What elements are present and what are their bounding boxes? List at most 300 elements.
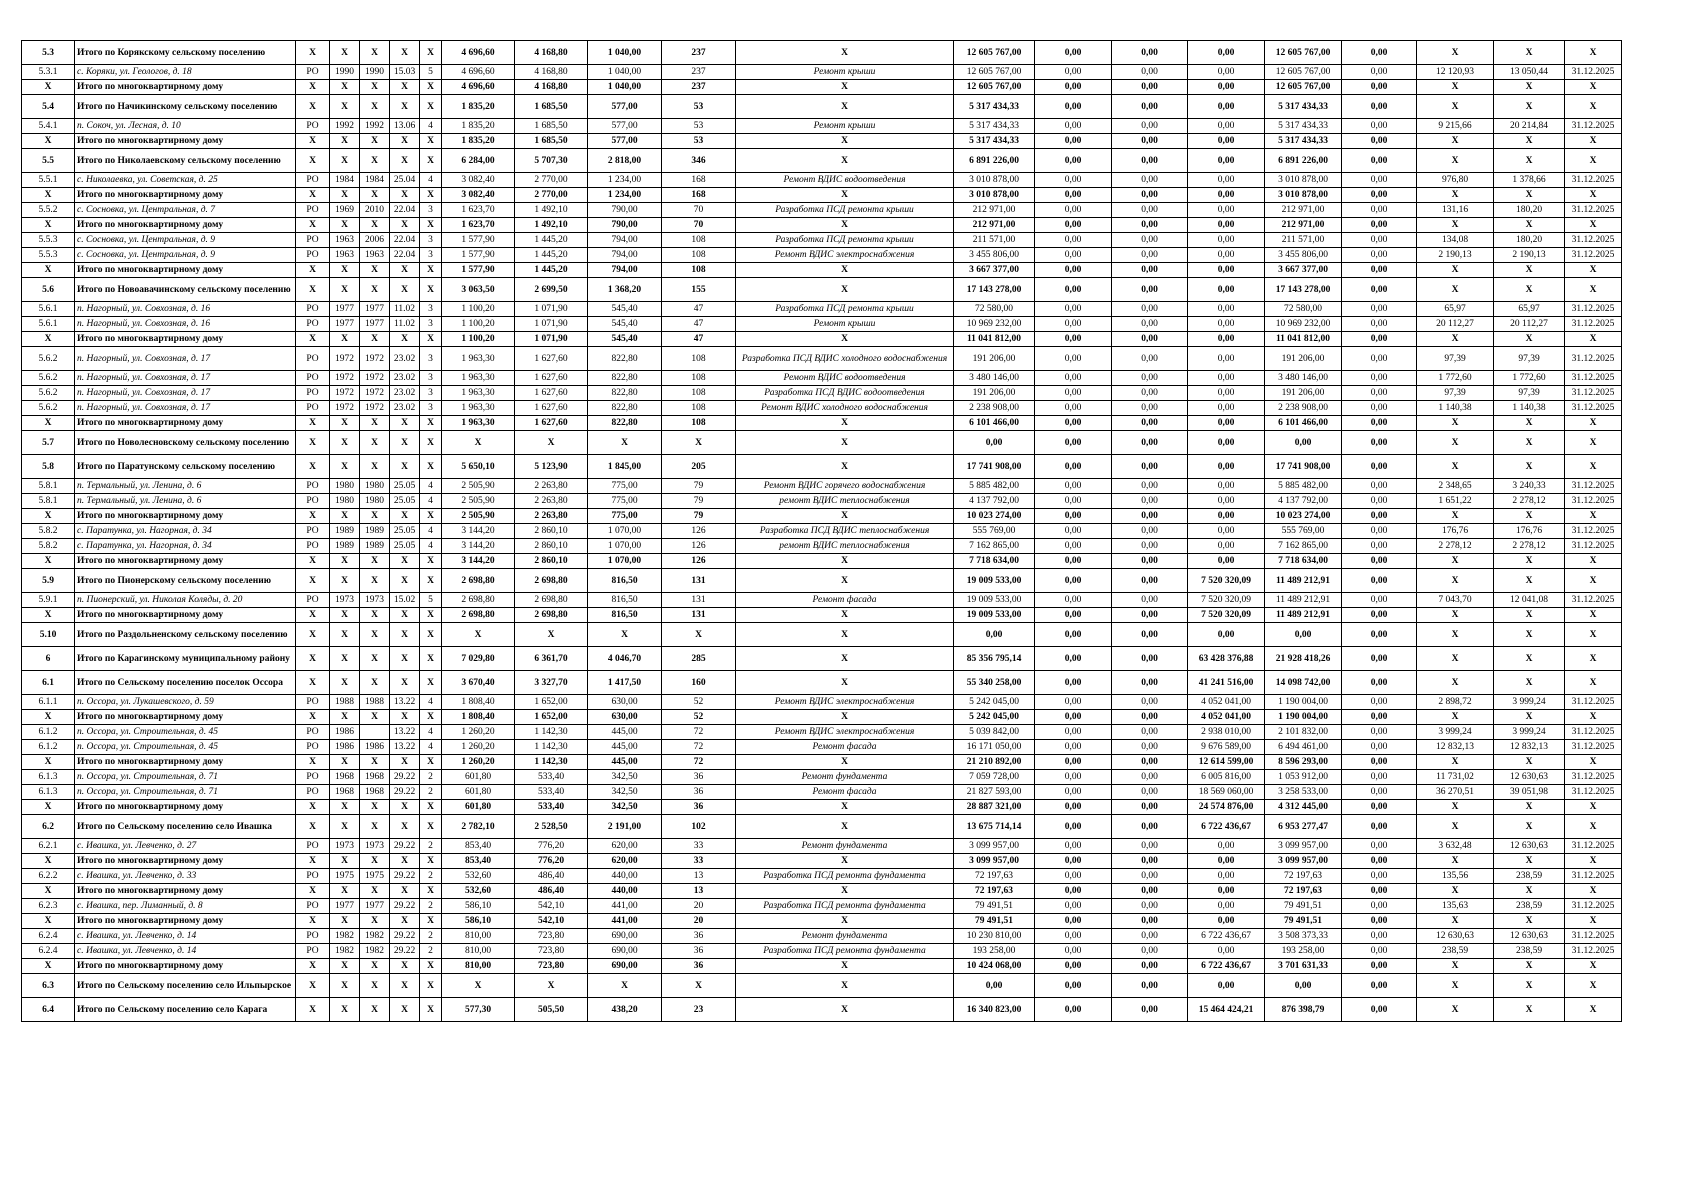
cell-other-share: 0,00 [1342, 479, 1417, 494]
cell-work-type: Ремонт ВДИС холодного водоснабжения [736, 401, 954, 416]
cell-owners-share: 555 769,00 [1265, 524, 1342, 539]
cell-owner: РО [296, 770, 330, 785]
cell-floors: X [420, 800, 442, 815]
cell-work-type: X [736, 623, 954, 647]
cell-deadline: 31.12.2025 [1565, 65, 1622, 80]
cell-year-commissioned: X [360, 959, 390, 974]
cell-living-area: 1 652,00 [515, 695, 588, 710]
cell-work-type: Ремонт фундамента [736, 929, 954, 944]
cell-name: с. Сосновка, ул. Центральная, д. 9 [75, 248, 296, 263]
cell-year-built: 1989 [330, 539, 360, 554]
cell-work-type: X [736, 509, 954, 524]
cell-work-type: X [736, 41, 954, 65]
cell-residential-area: 816,50 [588, 593, 662, 608]
cell-work-type: X [736, 854, 954, 869]
cell-municipal-share: 0,00 [1188, 41, 1265, 65]
cell-fund-share: 0,00 [1035, 569, 1112, 593]
cell-total-cost: 3 010 878,00 [954, 173, 1035, 188]
cell-living-area: 1 142,30 [515, 725, 588, 740]
cell-municipal-share: 0,00 [1188, 218, 1265, 233]
cell-living-area: X [515, 431, 588, 455]
cell-code: 25.05 [390, 479, 420, 494]
cell-deadline: 31.12.2025 [1565, 494, 1622, 509]
cell-name: Итого по многоквартирному дому [75, 854, 296, 869]
cell-living-area: 1 142,30 [515, 740, 588, 755]
cell-municipal-share: 0,00 [1188, 455, 1265, 479]
cell-total-cost: 212 971,00 [954, 218, 1035, 233]
cell-year-built: 1973 [330, 839, 360, 854]
cell-residents: 70 [662, 218, 736, 233]
cell-floors: X [420, 671, 442, 695]
cell-year-built: 1963 [330, 233, 360, 248]
cell-floors: 2 [420, 929, 442, 944]
cell-owner: X [296, 755, 330, 770]
cell-residents: 237 [662, 65, 736, 80]
cell-floors: X [420, 914, 442, 929]
cell-other-share: 0,00 [1342, 347, 1417, 371]
cell-max-unit-cost: 3 999,24 [1494, 725, 1565, 740]
cell-residents: 13 [662, 884, 736, 899]
cell-deadline: 31.12.2025 [1565, 929, 1622, 944]
cell-residents: 131 [662, 608, 736, 623]
cell-other-share: 0,00 [1342, 278, 1417, 302]
cell-deadline: 31.12.2025 [1565, 539, 1622, 554]
cell-municipal-share: 0,00 [1188, 884, 1265, 899]
cell-max-unit-cost: 12 630,63 [1494, 929, 1565, 944]
cell-residential-area: 1 040,00 [588, 41, 662, 65]
cell-year-built: X [330, 671, 360, 695]
cell-deadline: 31.12.2025 [1565, 839, 1622, 854]
cell-residents: 346 [662, 149, 736, 173]
cell-owner: X [296, 149, 330, 173]
cell-owners-share: 876 398,79 [1265, 998, 1342, 1022]
cell-num: 6.2.1 [22, 839, 75, 854]
cell-owner: РО [296, 494, 330, 509]
cell-region-share: 0,00 [1112, 974, 1188, 998]
cell-unit-cost: 12 832,13 [1417, 740, 1494, 755]
cell-name: Итого по многоквартирному дому [75, 800, 296, 815]
total-row [22, 854, 1622, 869]
cell-max-unit-cost: X [1494, 95, 1565, 119]
cell-region-share: 0,00 [1112, 671, 1188, 695]
cell-residential-area: 577,00 [588, 134, 662, 149]
cell-year-built: 1982 [330, 929, 360, 944]
cell-name: Итого по многоквартирному дому [75, 188, 296, 203]
cell-residential-area: 342,50 [588, 785, 662, 800]
cell-residential-area: 2 818,00 [588, 149, 662, 173]
cell-owner: X [296, 455, 330, 479]
cell-unit-cost: X [1417, 623, 1494, 647]
cell-residents: 168 [662, 173, 736, 188]
cell-code: X [390, 416, 420, 431]
cell-municipal-share: 0,00 [1188, 944, 1265, 959]
cell-year-commissioned: 1973 [360, 593, 390, 608]
cell-max-unit-cost: X [1494, 278, 1565, 302]
cell-code: 23.02 [390, 347, 420, 371]
cell-floors: 4 [420, 479, 442, 494]
cell-living-area: 1 445,20 [515, 248, 588, 263]
cell-deadline: 31.12.2025 [1565, 401, 1622, 416]
cell-total-area: 1 100,20 [442, 317, 515, 332]
cell-region-share: 0,00 [1112, 401, 1188, 416]
cell-year-built: 1980 [330, 479, 360, 494]
cell-num: 6.1 [22, 671, 75, 695]
cell-unit-cost: X [1417, 710, 1494, 725]
cell-name: п. Сокоч, ул. Лесная, д. 10 [75, 119, 296, 134]
cell-other-share: 0,00 [1342, 248, 1417, 263]
cell-living-area: 2 860,10 [515, 554, 588, 569]
cell-work-type: X [736, 815, 954, 839]
cell-owner: РО [296, 839, 330, 854]
cell-living-area: 542,10 [515, 914, 588, 929]
cell-fund-share: 0,00 [1035, 854, 1112, 869]
cell-residents: 13 [662, 869, 736, 884]
cell-unit-cost: 97,39 [1417, 386, 1494, 401]
cell-name: с. Коряки, ул. Геологов, д. 18 [75, 65, 296, 80]
cell-unit-cost: 1 140,38 [1417, 401, 1494, 416]
cell-other-share: 0,00 [1342, 134, 1417, 149]
cell-other-share: 0,00 [1342, 539, 1417, 554]
cell-residents: 70 [662, 203, 736, 218]
cell-total-cost: 10 424 068,00 [954, 959, 1035, 974]
cell-owners-share: 193 258,00 [1265, 944, 1342, 959]
cell-name: Итого по Корякскому сельскому поселению [75, 41, 296, 65]
cell-living-area: 723,80 [515, 944, 588, 959]
cell-year-built: X [330, 41, 360, 65]
cell-year-commissioned: 2006 [360, 233, 390, 248]
total-row [22, 431, 1622, 455]
cell-year-built: 1988 [330, 695, 360, 710]
cell-fund-share: 0,00 [1035, 593, 1112, 608]
cell-work-type: Ремонт ВДИС электроснабжения [736, 725, 954, 740]
cell-owner: X [296, 569, 330, 593]
cell-owner: X [296, 509, 330, 524]
cell-residential-area: 545,40 [588, 317, 662, 332]
cell-work-type: X [736, 998, 954, 1022]
cell-year-built: 1968 [330, 785, 360, 800]
cell-year-built: 1986 [330, 740, 360, 755]
cell-fund-share: 0,00 [1035, 959, 1112, 974]
cell-year-commissioned: 1963 [360, 248, 390, 263]
cell-year-built: X [330, 914, 360, 929]
cell-municipal-share: 6 722 436,67 [1188, 959, 1265, 974]
cell-year-built: X [330, 431, 360, 455]
cell-floors: X [420, 218, 442, 233]
cell-unit-cost: X [1417, 959, 1494, 974]
cell-year-built: X [330, 800, 360, 815]
cell-num: X [22, 854, 75, 869]
cell-living-area: 2 770,00 [515, 188, 588, 203]
cell-num: X [22, 416, 75, 431]
cell-name: Итого по Раздольненскому сельскому поселению [75, 623, 296, 647]
cell-total-area: 1 963,30 [442, 371, 515, 386]
cell-code: 29.22 [390, 839, 420, 854]
cell-municipal-share: 0,00 [1188, 494, 1265, 509]
cell-code: 11.02 [390, 302, 420, 317]
cell-work-type: Ремонт ВДИС горячего водоснабжения [736, 479, 954, 494]
cell-municipal-share: 0,00 [1188, 974, 1265, 998]
cell-living-area: 1 492,10 [515, 218, 588, 233]
cell-floors: 5 [420, 65, 442, 80]
cell-deadline: X [1565, 431, 1622, 455]
cell-max-unit-cost: 20 214,84 [1494, 119, 1565, 134]
cell-work-type: X [736, 755, 954, 770]
cell-num: 6.2.3 [22, 899, 75, 914]
cell-owners-share: 79 491,51 [1265, 914, 1342, 929]
cell-residential-area: 445,00 [588, 755, 662, 770]
cell-max-unit-cost: X [1494, 914, 1565, 929]
cell-unit-cost: X [1417, 332, 1494, 347]
cell-residential-area: 790,00 [588, 203, 662, 218]
cell-floors: X [420, 569, 442, 593]
cell-unit-cost: 2 898,72 [1417, 695, 1494, 710]
cell-municipal-share: 0,00 [1188, 188, 1265, 203]
table-row [22, 725, 1622, 740]
cell-num: X [22, 509, 75, 524]
cell-fund-share: 0,00 [1035, 431, 1112, 455]
cell-owner: X [296, 647, 330, 671]
cell-num: X [22, 755, 75, 770]
cell-deadline: X [1565, 455, 1622, 479]
cell-year-commissioned: X [360, 854, 390, 869]
cell-year-commissioned: 1982 [360, 929, 390, 944]
cell-year-commissioned: X [360, 647, 390, 671]
cell-deadline: X [1565, 416, 1622, 431]
cell-code: X [390, 41, 420, 65]
cell-code: X [390, 800, 420, 815]
cell-living-area: 1 627,60 [515, 401, 588, 416]
total-row [22, 149, 1622, 173]
cell-other-share: 0,00 [1342, 710, 1417, 725]
cell-total-area: 601,80 [442, 770, 515, 785]
cell-owners-share: 11 489 212,91 [1265, 608, 1342, 623]
cell-residents: 47 [662, 332, 736, 347]
cell-num: 6.2 [22, 815, 75, 839]
cell-municipal-share: 0,00 [1188, 233, 1265, 248]
cell-region-share: 0,00 [1112, 95, 1188, 119]
cell-owners-share: 3 099 957,00 [1265, 854, 1342, 869]
cell-floors: 4 [420, 695, 442, 710]
cell-region-share: 0,00 [1112, 509, 1188, 524]
cell-deadline: X [1565, 815, 1622, 839]
cell-max-unit-cost: X [1494, 815, 1565, 839]
cell-unit-cost: X [1417, 455, 1494, 479]
cell-year-built: X [330, 884, 360, 899]
cell-total-cost: 10 023 274,00 [954, 509, 1035, 524]
cell-name: Итого по Паратунскому сельскому поселению [75, 455, 296, 479]
cell-residential-area: 1 417,50 [588, 671, 662, 695]
cell-year-commissioned: 1975 [360, 869, 390, 884]
cell-name: Итого по многоквартирному дому [75, 416, 296, 431]
cell-total-cost: 72 197,63 [954, 869, 1035, 884]
cell-region-share: 0,00 [1112, 740, 1188, 755]
cell-other-share: 0,00 [1342, 431, 1417, 455]
cell-total-area: 810,00 [442, 944, 515, 959]
cell-year-built: 1968 [330, 770, 360, 785]
cell-fund-share: 0,00 [1035, 119, 1112, 134]
cell-residential-area: 630,00 [588, 710, 662, 725]
table-row [22, 593, 1622, 608]
cell-name: с. Ивашка, ул. Левченко, д. 33 [75, 869, 296, 884]
cell-fund-share: 0,00 [1035, 974, 1112, 998]
cell-max-unit-cost: X [1494, 431, 1565, 455]
cell-total-cost: 16 171 050,00 [954, 740, 1035, 755]
cell-living-area: 4 168,80 [515, 65, 588, 80]
cell-region-share: 0,00 [1112, 494, 1188, 509]
cell-total-area: 1 577,90 [442, 233, 515, 248]
cell-code: 13.22 [390, 740, 420, 755]
cell-total-area: 810,00 [442, 959, 515, 974]
cell-max-unit-cost: X [1494, 509, 1565, 524]
cell-fund-share: 0,00 [1035, 65, 1112, 80]
cell-total-area: 2 698,80 [442, 569, 515, 593]
table-row [22, 524, 1622, 539]
cell-residential-area: 438,20 [588, 998, 662, 1022]
cell-municipal-share: 0,00 [1188, 302, 1265, 317]
cell-other-share: 0,00 [1342, 671, 1417, 695]
cell-total-cost: 79 491,51 [954, 899, 1035, 914]
cell-deadline: 31.12.2025 [1565, 248, 1622, 263]
cell-living-area: 1 627,60 [515, 416, 588, 431]
cell-max-unit-cost: 1 772,60 [1494, 371, 1565, 386]
cell-residential-area: 441,00 [588, 914, 662, 929]
cell-owner: РО [296, 785, 330, 800]
cell-owners-share: 17 143 278,00 [1265, 278, 1342, 302]
cell-name: п. Нагорный, ул. Совхозная, д. 17 [75, 401, 296, 416]
cell-municipal-share: 0,00 [1188, 839, 1265, 854]
cell-total-area: 3 082,40 [442, 188, 515, 203]
cell-owners-share: 14 098 742,00 [1265, 671, 1342, 695]
cell-deadline: 31.12.2025 [1565, 869, 1622, 884]
cell-total-cost: 3 455 806,00 [954, 248, 1035, 263]
cell-work-type: Разработка ПСД ВДИС водоотведения [736, 386, 954, 401]
cell-code: 11.02 [390, 317, 420, 332]
cell-other-share: 0,00 [1342, 149, 1417, 173]
cell-deadline: 31.12.2025 [1565, 119, 1622, 134]
cell-floors: 3 [420, 233, 442, 248]
cell-work-type: X [736, 278, 954, 302]
cell-residential-area: 794,00 [588, 263, 662, 278]
cell-region-share: 0,00 [1112, 695, 1188, 710]
cell-residential-area: 794,00 [588, 248, 662, 263]
cell-residents: 52 [662, 695, 736, 710]
cell-living-area: 533,40 [515, 785, 588, 800]
cell-owner: X [296, 671, 330, 695]
cell-deadline: X [1565, 914, 1622, 929]
cell-year-commissioned: X [360, 188, 390, 203]
cell-total-area: 1 963,30 [442, 347, 515, 371]
cell-num: 6.2.2 [22, 869, 75, 884]
cell-residential-area: 1 234,00 [588, 173, 662, 188]
cell-year-commissioned: X [360, 95, 390, 119]
cell-living-area: 1 071,90 [515, 332, 588, 347]
cell-work-type: X [736, 416, 954, 431]
cell-num: X [22, 188, 75, 203]
cell-name: Итого по Сельскому поселению село Ивашка [75, 815, 296, 839]
cell-region-share: 0,00 [1112, 959, 1188, 974]
cell-floors: X [420, 95, 442, 119]
cell-living-area: 2 860,10 [515, 539, 588, 554]
cell-unit-cost: X [1417, 149, 1494, 173]
cell-floors: 5 [420, 593, 442, 608]
cell-num: 6 [22, 647, 75, 671]
cell-name: п. Нагорный, ул. Совхозная, д. 16 [75, 302, 296, 317]
cell-floors: 2 [420, 770, 442, 785]
cell-fund-share: 0,00 [1035, 134, 1112, 149]
cell-floors: 3 [420, 203, 442, 218]
cell-other-share: 0,00 [1342, 647, 1417, 671]
cell-year-built: X [330, 263, 360, 278]
cell-work-type: Ремонт ВДИС водоотведения [736, 173, 954, 188]
cell-municipal-share: 0,00 [1188, 899, 1265, 914]
cell-code: X [390, 134, 420, 149]
cell-owners-share: 3 010 878,00 [1265, 188, 1342, 203]
cell-max-unit-cost: X [1494, 884, 1565, 899]
cell-floors: X [420, 755, 442, 770]
cell-deadline: 31.12.2025 [1565, 695, 1622, 710]
cell-owner: РО [296, 302, 330, 317]
cell-municipal-share: 0,00 [1188, 347, 1265, 371]
cell-unit-cost: X [1417, 278, 1494, 302]
cell-residential-area: 1 070,00 [588, 554, 662, 569]
cell-floors: X [420, 416, 442, 431]
cell-max-unit-cost: X [1494, 623, 1565, 647]
cell-unit-cost: 1 651,22 [1417, 494, 1494, 509]
cell-municipal-share: 0,00 [1188, 401, 1265, 416]
cell-code: 13.22 [390, 695, 420, 710]
cell-unit-cost: 12 120,93 [1417, 65, 1494, 80]
cell-total-cost: 3 099 957,00 [954, 839, 1035, 854]
cell-residents: 79 [662, 509, 736, 524]
cell-deadline: X [1565, 671, 1622, 695]
cell-unit-cost: 2 190,13 [1417, 248, 1494, 263]
cell-municipal-share: 0,00 [1188, 278, 1265, 302]
cell-residents: 168 [662, 188, 736, 203]
cell-name: п. Нагорный, ул. Совхозная, д. 17 [75, 386, 296, 401]
cell-num: X [22, 134, 75, 149]
cell-code: 29.22 [390, 770, 420, 785]
cell-code: X [390, 569, 420, 593]
cell-living-area: 1 627,60 [515, 347, 588, 371]
cell-work-type: X [736, 884, 954, 899]
cell-num: 5.3.1 [22, 65, 75, 80]
cell-residents: 237 [662, 80, 736, 95]
cell-code: 22.04 [390, 248, 420, 263]
cell-region-share: 0,00 [1112, 173, 1188, 188]
cell-region-share: 0,00 [1112, 929, 1188, 944]
cell-num: X [22, 959, 75, 974]
table-row [22, 770, 1622, 785]
cell-total-area: 532,60 [442, 884, 515, 899]
total-row [22, 998, 1622, 1022]
cell-residents: 131 [662, 593, 736, 608]
cell-residents: 108 [662, 416, 736, 431]
cell-other-share: 0,00 [1342, 884, 1417, 899]
cell-num: 5.6.1 [22, 317, 75, 332]
cell-municipal-share: 0,00 [1188, 173, 1265, 188]
cell-total-cost: 6 101 466,00 [954, 416, 1035, 431]
cell-floors: X [420, 41, 442, 65]
cell-fund-share: 0,00 [1035, 815, 1112, 839]
cell-residents: 36 [662, 785, 736, 800]
cell-year-commissioned: 1980 [360, 494, 390, 509]
cell-owners-share: 1 053 912,00 [1265, 770, 1342, 785]
cell-unit-cost: 20 112,27 [1417, 317, 1494, 332]
total-row [22, 263, 1622, 278]
cell-total-area: 3 144,20 [442, 554, 515, 569]
cell-max-unit-cost: 180,20 [1494, 203, 1565, 218]
cell-other-share: 0,00 [1342, 302, 1417, 317]
